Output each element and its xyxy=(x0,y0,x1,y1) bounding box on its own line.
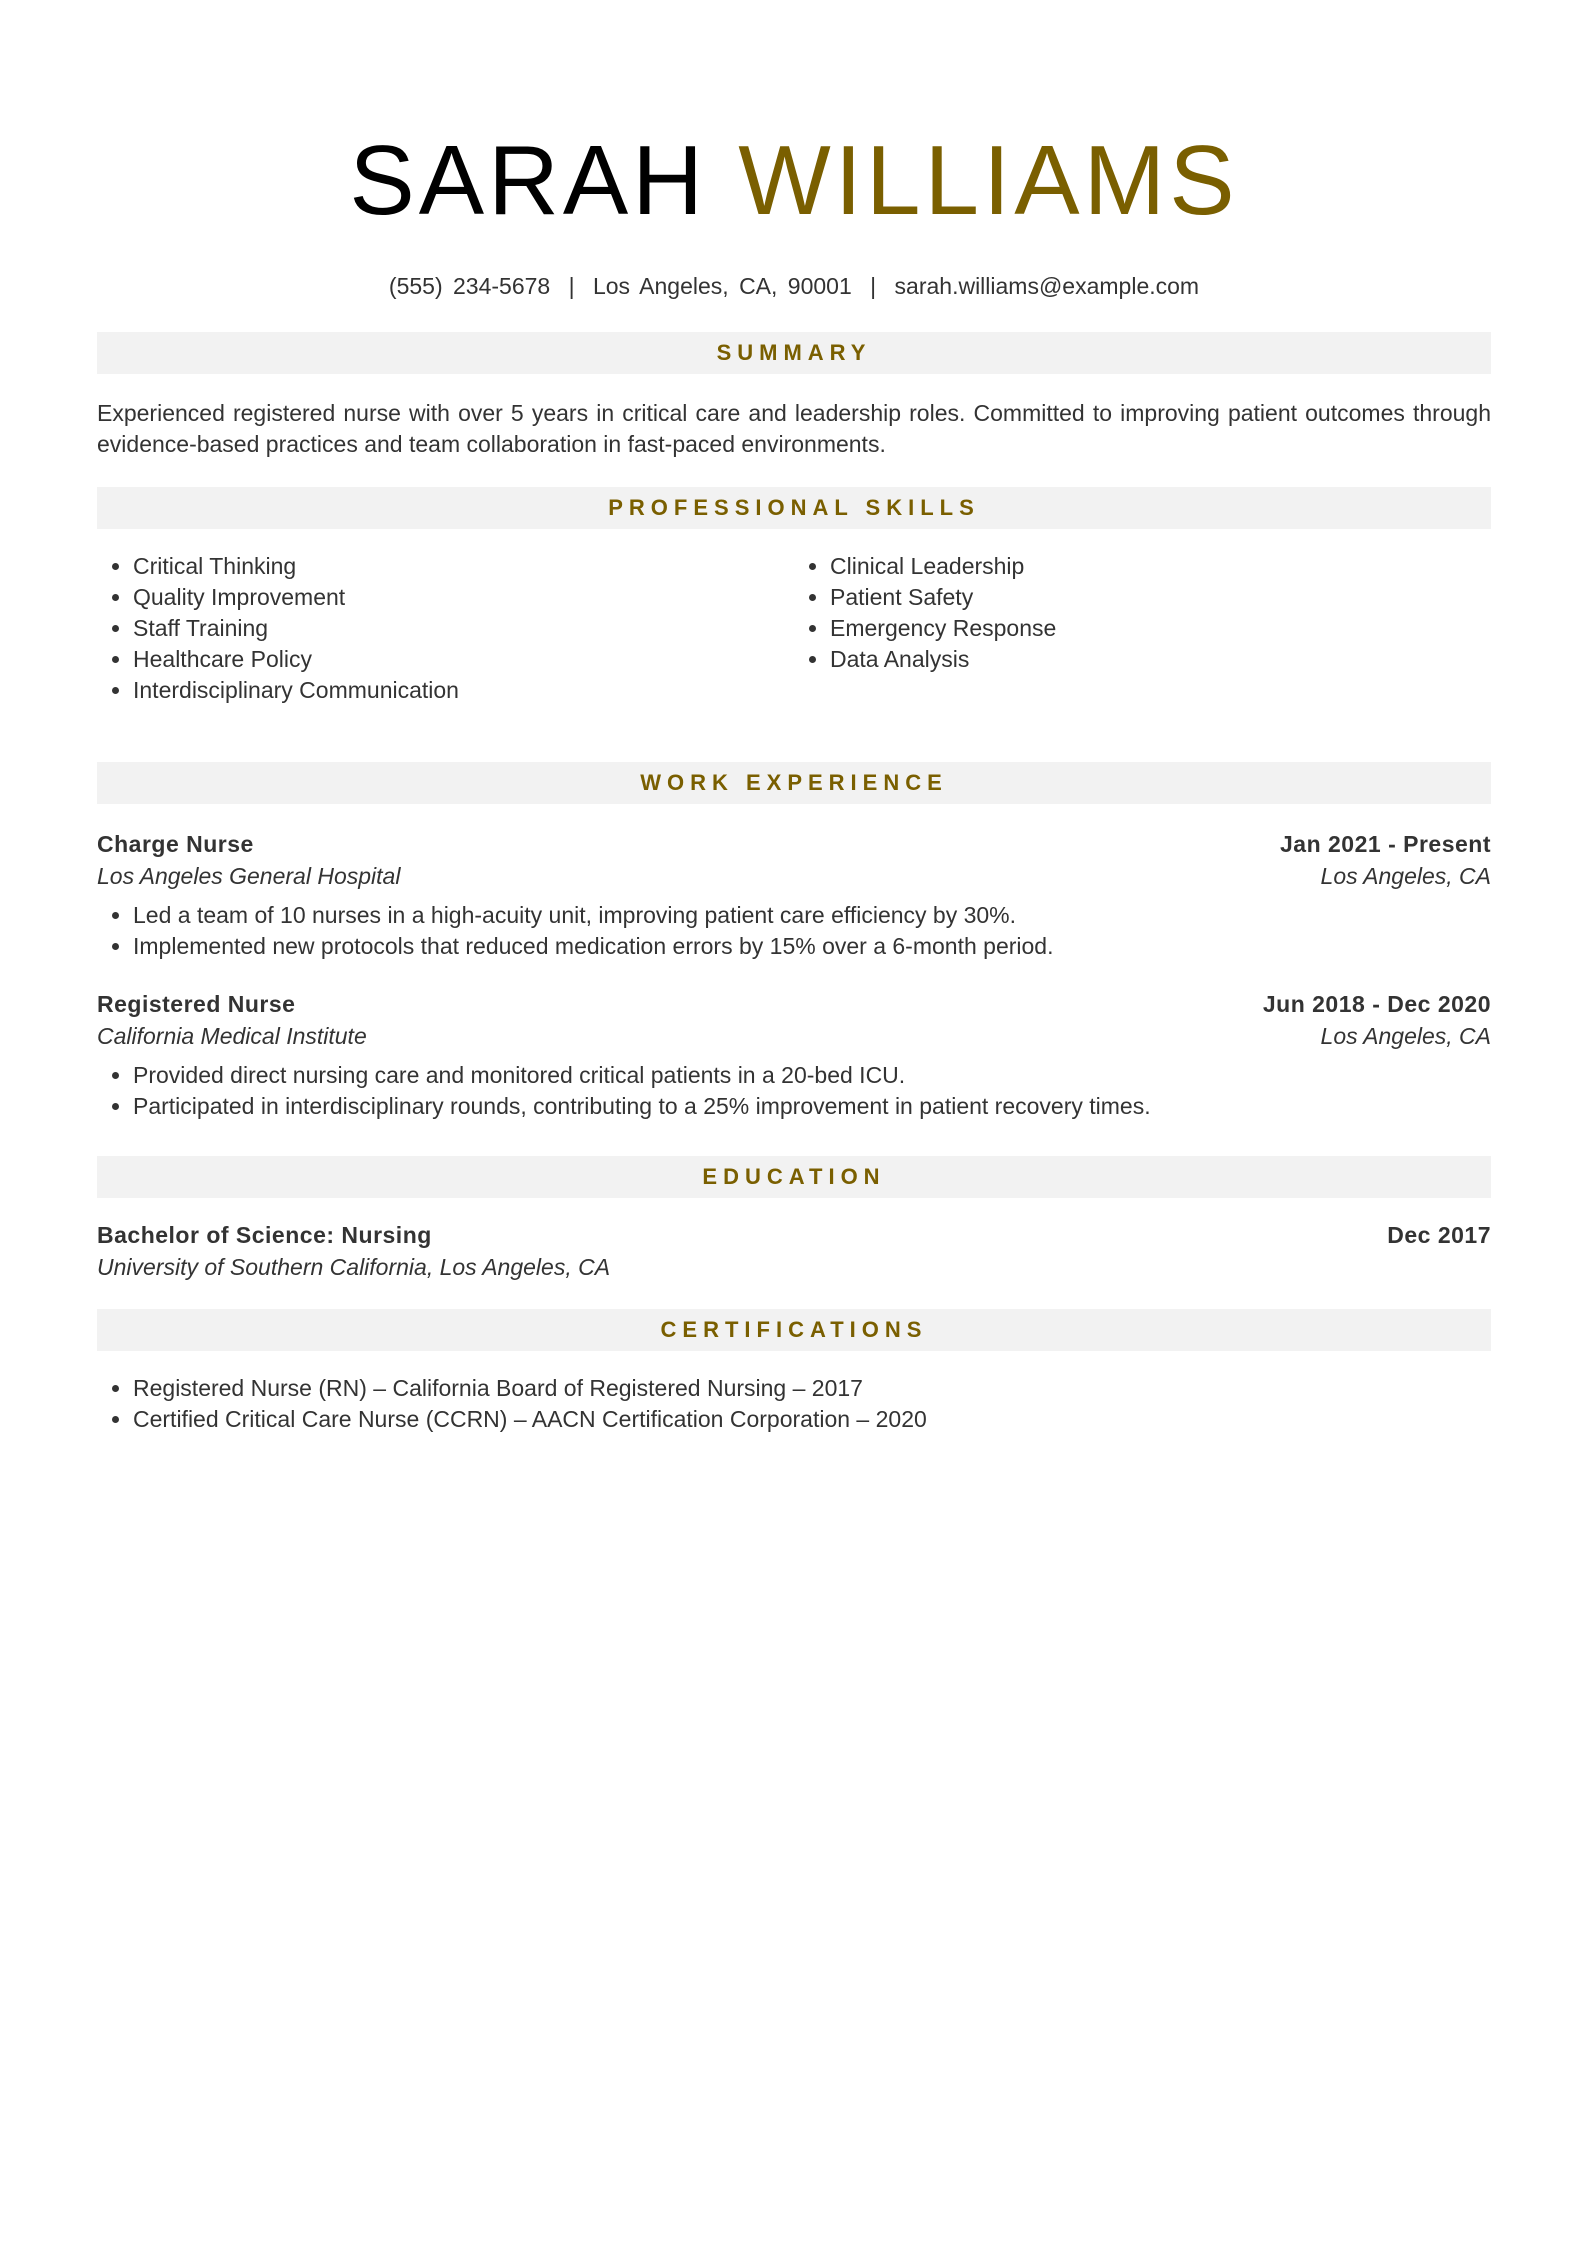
contact-separator: | xyxy=(568,273,575,299)
education-school-row xyxy=(97,1251,1491,1283)
job-title-row xyxy=(97,828,1491,860)
education-degree-row xyxy=(97,1219,1491,1251)
certification-item: • Certified Critical Care Nurse (CCRN) – AACN Certification Corporation – 2020 xyxy=(133,1404,1491,1435)
education-date: Dec 2017 xyxy=(1387,1222,1491,1248)
skills-list xyxy=(97,551,1491,706)
job-title-row xyxy=(97,988,1491,1020)
skill-item: • Critical Thinking xyxy=(133,551,794,582)
certifications-list xyxy=(97,1373,1491,1435)
section-header-summary: SUMMARY xyxy=(97,332,1491,374)
section-header-skills: PROFESSIONAL SKILLS xyxy=(97,487,1491,529)
job-bullet: • Led a team of 10 nurses in a high-acuity unit, improving patient care efficiency by 30%. xyxy=(133,900,1491,931)
skill-item: • Quality Improvement xyxy=(133,582,794,613)
section-header-certifications: CERTIFICATIONS xyxy=(97,1309,1491,1351)
education-degree: Bachelor of Science: Nursing xyxy=(97,1222,432,1248)
section-header-experience: WORK EXPERIENCE xyxy=(97,762,1491,804)
skill-item: • Clinical Leadership xyxy=(830,551,1491,582)
education-school: University of Southern California, Los Angeles, CA xyxy=(97,1254,611,1280)
location: Los Angeles, CA, 90001 xyxy=(592,273,852,299)
skill-item: • Healthcare Policy xyxy=(133,644,794,675)
phone-number: (555) 234-5678 xyxy=(388,273,551,299)
job-role: Charge Nurse xyxy=(97,831,254,857)
job-bullet: • Implemented new protocols that reduced medication errors by 15% over a 6-month period. xyxy=(133,931,1491,962)
first-name: SARAH xyxy=(349,125,708,235)
job-employer: Los Angeles General Hospital xyxy=(97,863,401,889)
contact-line xyxy=(97,271,1491,301)
job-bullet: • Provided direct nursing care and monitored critical patients in a 20-bed ICU. xyxy=(133,1060,1491,1091)
skill-item: • Emergency Response xyxy=(830,613,1491,644)
job-employer: California Medical Institute xyxy=(97,1023,367,1049)
summary-text: Experienced registered nurse with over 5 years in critical care and leadership roles. Committed to improving patient outcomes through evidence-based practices and team collaboration in fast-paced environments. xyxy=(97,400,1491,457)
job-employer-row xyxy=(97,1020,1491,1052)
contact-separator: | xyxy=(870,273,877,299)
job-bullets xyxy=(97,900,1491,962)
job-bullet: • Participated in interdisciplinary rounds, contributing to a 25% improvement in patient recovery times. xyxy=(133,1091,1491,1122)
candidate-name xyxy=(97,0,1491,239)
job-role: Registered Nurse xyxy=(97,991,296,1017)
certification-item: • Registered Nurse (RN) – California Board of Registered Nursing – 2017 xyxy=(133,1373,1491,1404)
skill-item: • Interdisciplinary Communication xyxy=(133,675,794,706)
skill-item: • Staff Training xyxy=(133,613,794,644)
job-dates: Jun 2018 - Dec 2020 xyxy=(1262,991,1491,1017)
education-entry xyxy=(97,1219,1491,1283)
job-location: Los Angeles, CA xyxy=(1320,1023,1491,1049)
job-employer-row xyxy=(97,860,1491,892)
skill-item: • Patient Safety xyxy=(830,582,1491,613)
job-bullets xyxy=(97,1060,1491,1122)
section-header-education: EDUCATION xyxy=(97,1156,1491,1198)
email-address: sarah.williams@example.com xyxy=(894,273,1200,299)
job-dates: Jan 2021 - Present xyxy=(1279,831,1491,857)
skills-column-right xyxy=(794,551,1491,706)
last-name: WILLIAMS xyxy=(738,125,1239,235)
skill-item: • Data Analysis xyxy=(830,644,1491,675)
job-entry xyxy=(97,988,1491,1122)
job-location: Los Angeles, CA xyxy=(1320,863,1491,889)
job-entry xyxy=(97,828,1491,962)
skills-column-left xyxy=(97,551,794,706)
